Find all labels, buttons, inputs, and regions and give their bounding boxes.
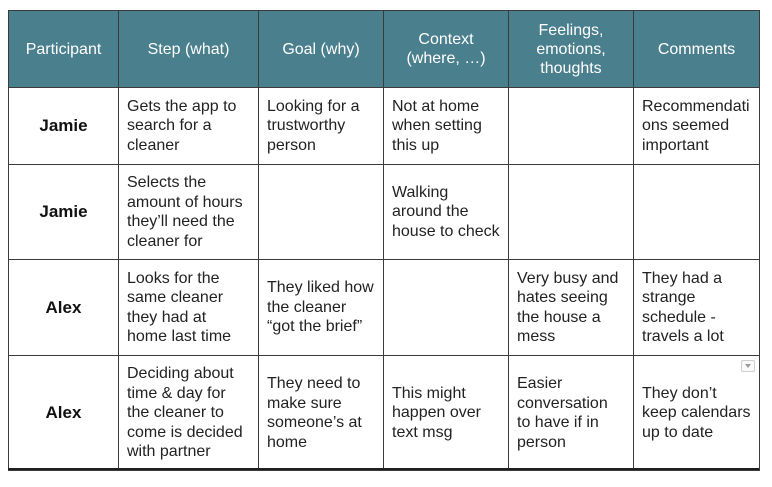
participant-cell[interactable]: Jamie xyxy=(9,88,119,165)
table-row xyxy=(9,165,760,260)
step-cell[interactable]: Selects the amount of hours they’ll need the cleaner for xyxy=(119,165,259,260)
context-cell[interactable] xyxy=(384,260,509,356)
goal-cell[interactable]: They need to make sure someone’s at home xyxy=(259,356,384,471)
goal-cell[interactable]: They liked how the cleaner “got the brief” xyxy=(259,260,384,356)
header-goal[interactable]: Goal (why) xyxy=(259,11,384,88)
step-cell[interactable]: Looks for the same cleaner they had at home last time xyxy=(119,260,259,356)
header-row xyxy=(9,11,760,88)
comments-cell-text: They don’t keep calendars up to date xyxy=(642,384,751,441)
step-cell[interactable]: Deciding about time & day for the cleaner to come is decided with partner xyxy=(119,356,259,471)
context-cell[interactable]: Not at home when setting this up xyxy=(384,88,509,165)
header-feelings[interactable]: Feelings, emotions, thoughts xyxy=(509,11,634,88)
participant-cell[interactable]: Jamie xyxy=(9,165,119,260)
context-cell[interactable]: This might happen over text msg xyxy=(384,356,509,471)
table-row xyxy=(9,356,760,471)
feelings-cell[interactable] xyxy=(509,165,634,260)
chevron-down-icon[interactable] xyxy=(741,360,755,372)
header-step[interactable]: Step (what) xyxy=(119,11,259,88)
header-context[interactable]: Context (where, …) xyxy=(384,11,509,88)
table-row xyxy=(9,260,760,356)
feelings-cell[interactable]: Easier conversation to have if in person xyxy=(509,356,634,471)
participant-cell[interactable]: Alex xyxy=(9,356,119,471)
participant-cell[interactable]: Alex xyxy=(9,260,119,356)
goal-cell[interactable] xyxy=(259,165,384,260)
header-comments[interactable]: Comments xyxy=(634,11,760,88)
comments-cell[interactable] xyxy=(634,165,760,260)
step-cell[interactable]: Gets the app to search for a cleaner xyxy=(119,88,259,165)
comments-cell[interactable]: They had a strange schedule - travels a lot xyxy=(634,260,760,356)
comments-cell[interactable]: Recommendations seemed important xyxy=(634,88,760,165)
goal-cell[interactable]: Looking for a trustworthy person xyxy=(259,88,384,165)
header-participant[interactable]: Participant xyxy=(9,11,119,88)
comments-cell[interactable] xyxy=(634,356,760,471)
feelings-cell[interactable]: Very busy and hates seeing the house a mess xyxy=(509,260,634,356)
journey-research-table xyxy=(8,10,760,471)
feelings-cell[interactable] xyxy=(509,88,634,165)
table-bottom-border xyxy=(8,468,759,470)
table-row xyxy=(9,88,760,165)
context-cell[interactable]: Walking around the house to check xyxy=(384,165,509,260)
